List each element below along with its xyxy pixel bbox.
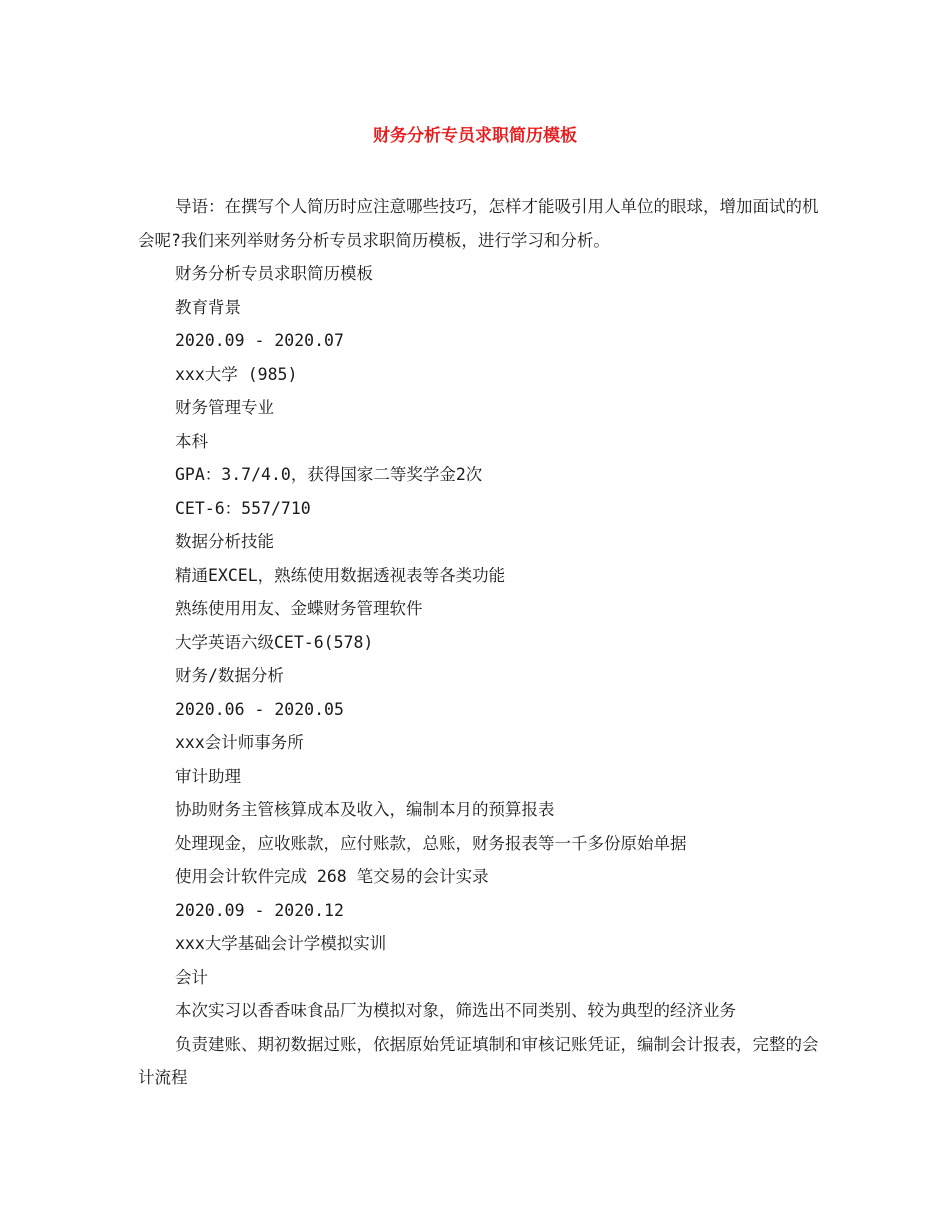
- experience-2-duty-1: 本次实习以香香味食品厂为模拟对象，筛选出不同类别、较为典型的经济业务: [175, 1001, 736, 1020]
- education-dates: 2020.09 - 2020.07: [175, 331, 344, 350]
- skill-english: 大学英语六级CET-6(578): [175, 632, 374, 652]
- paragraph-heading: 财务分析专员求职简历模板: [175, 264, 373, 283]
- section-skills: 数据分析技能: [175, 532, 274, 551]
- experience-1-duty-1: 协助财务主管核算成本及收入，编制本月的预算报表: [175, 800, 555, 819]
- education-gpa: GPA：3.7/4.0，获得国家二等奖学金2次: [175, 465, 483, 484]
- document-body: [138, 190, 828, 1095]
- document-title: 财务分析专员求职简历模板: [373, 126, 577, 146]
- education-school: xxx大学 (985): [175, 364, 298, 384]
- skill-excel: 精通EXCEL，熟练使用数据透视表等各类功能: [175, 565, 506, 585]
- experience-1-duty-2: 处理现金，应收账款，应付账款，总账，财务报表等一千多份原始单据: [175, 833, 687, 853]
- experience-1-duty-3: 使用会计软件完成 268 笔交易的会计实录: [175, 867, 489, 886]
- experience-1-company: xxx会计师事务所: [175, 733, 304, 752]
- experience-1-dates: 2020.06 - 2020.05: [175, 699, 344, 719]
- experience-2-role: 会计: [175, 967, 208, 987]
- education-major: 财务管理专业: [175, 398, 274, 417]
- experience-2-company: xxx大学基础会计学模拟实训: [175, 934, 387, 953]
- section-education: 教育背景: [175, 297, 241, 317]
- section-experience: 财务/数据分析: [175, 666, 284, 685]
- experience-2-dates: 2020.09 - 2020.12: [175, 900, 344, 920]
- education-cet6: CET-6：557/710: [175, 498, 311, 518]
- paragraph-intro: 导语：在撰写个人简历时应注意哪些技巧，怎样才能吸引用人单位的眼球，增加面试的机会呢?我们来列举财务分析专员求职简历模板，进行学习和分析。: [138, 197, 819, 250]
- experience-1-role: 审计助理: [175, 766, 241, 786]
- experience-2-duty-2: 负责建账、期初数据过账，依据原始凭证填制和审核记账凭证，编制会计报表，完整的会计流程: [138, 1034, 819, 1087]
- education-degree: 本科: [175, 431, 208, 451]
- skill-software: 熟练使用用友、金蝶财务管理软件: [175, 599, 423, 618]
